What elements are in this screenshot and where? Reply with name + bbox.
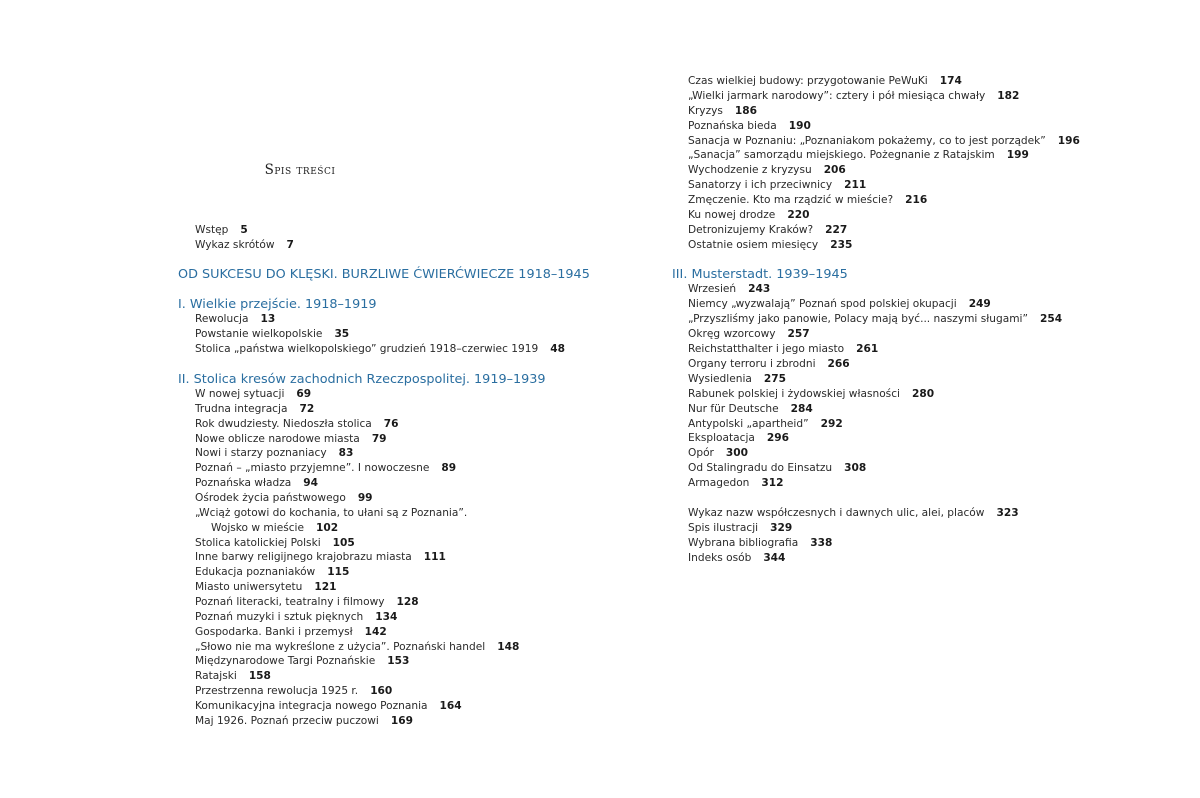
toc-entry: Rewolucja 13: [195, 313, 276, 325]
toc-entry: „Sanacja” samorządu miejskiego. Pożegnanie z Ratajskim 199: [688, 149, 1029, 161]
toc-entry: Rabunek polskiej i żydowskiej własności 280: [688, 388, 935, 400]
toc-entry: Okręg wzorcowy 257: [688, 328, 810, 340]
right-page: [600, 0, 1200, 798]
toc-entry: Wrzesień 243: [688, 283, 771, 295]
toc-entry: Wybrana bibliografia 338: [688, 537, 833, 549]
toc-entry: Czas wielkiej budowy: przygotowanie PeWuKi 174: [688, 75, 962, 87]
toc-entry: Zmęczenie. Kto ma rządzić w mieście? 216: [688, 194, 928, 206]
toc-entry: Miasto uniwersytetu 121: [195, 581, 337, 593]
toc-entry: Sanacja w Poznaniu: „Poznaniakom pokażemy, co to jest porządek” 196: [688, 135, 1080, 147]
toc-entry: Wykaz skrótów 7: [195, 239, 294, 251]
toc-entry: Poznań literacki, teatralny i filmowy 128: [195, 596, 419, 608]
toc-entry: Armagedon 312: [688, 477, 784, 489]
toc-entry: Gospodarka. Banki i przemysł 142: [195, 626, 387, 638]
toc-entry: Sanatorzy i ich przeciwnicy 211: [688, 179, 867, 191]
toc-entry: Międzynarodowe Targi Poznańskie 153: [195, 655, 410, 667]
toc-entry: Kryzys 186: [688, 105, 758, 117]
toc-entry: Stolica „państwa wielkopolskiego” grudzień 1918–czerwiec 1919 48: [195, 343, 565, 355]
toc-entry: Ośrodek życia państwowego 99: [195, 492, 373, 504]
toc-entry: Trudna integracja 72: [195, 403, 315, 415]
section-heading: I. Wielkie przejście. 1918–1919: [178, 297, 377, 312]
toc-entry: Wstęp 5: [195, 224, 248, 236]
toc-entry: Wychodzenie z kryzysu 206: [688, 164, 846, 176]
section-heading: III. Musterstadt. 1939–1945: [672, 267, 848, 282]
toc-entry: Organy terroru i zbrodni 266: [688, 358, 850, 370]
toc-entry: Ratajski 158: [195, 670, 271, 682]
toc-entry: „Słowo nie ma wykreślone z użycia”. Poznański handel 148: [195, 641, 520, 653]
toc-entry: Stolica katolickiej Polski 105: [195, 537, 355, 549]
toc-entry: Wysiedlenia 275: [688, 373, 786, 385]
toc-entry: Antypolski „apartheid” 292: [688, 418, 843, 430]
part-heading: OD SUKCESU DO KLĘSKI. BURZLIWE ĆWIERĆWIECZE 1918–1945: [178, 267, 590, 282]
toc-entry: Nowi i starzy poznaniacy 83: [195, 447, 354, 459]
toc-entry: Poznańska władza 94: [195, 477, 318, 489]
toc-entry: Komunikacyjna integracja nowego Poznania 164: [195, 700, 462, 712]
toc-entry: Przestrzenna rewolucja 1925 r. 160: [195, 685, 393, 697]
toc-entry: Poznańska bieda 190: [688, 120, 811, 132]
toc-entry: Nur für Deutsche 284: [688, 403, 813, 415]
toc-entry: Opór 300: [688, 447, 749, 459]
toc-entry: Indeks osób 344: [688, 552, 786, 564]
toc-entry: W nowej sytuacji 69: [195, 388, 312, 400]
toc-entry: „Wielki jarmark narodowy”: cztery i pół miesiąca chwały 182: [688, 90, 1020, 102]
toc-entry: Reichstatthalter i jego miasto 261: [688, 343, 879, 355]
toc-entry: Nowe oblicze narodowe miasta 79: [195, 433, 387, 445]
toc-entry: Ostatnie osiem miesięcy 235: [688, 239, 853, 251]
toc-entry: Detronizujemy Kraków? 227: [688, 224, 848, 236]
toc-entry: Spis ilustracji 329: [688, 522, 793, 534]
toc-entry: Od Stalingradu do Einsatzu 308: [688, 462, 867, 474]
toc-entry: Poznań – „miasto przyjemne”. I nowoczesne 89: [195, 462, 457, 474]
toc-entry: Ku nowej drodze 220: [688, 209, 810, 221]
toc-entry: Rok dwudziesty. Niedoszła stolica 76: [195, 418, 399, 430]
toc-entry: Niemcy „wyzwalają” Poznań spod polskiej okupacji 249: [688, 298, 991, 310]
toc-entry: Edukacja poznaniaków 115: [195, 566, 350, 578]
toc-entry: Wykaz nazw współczesnych i dawnych ulic, alei, placów 323: [688, 507, 1019, 519]
toc-entry: „Wciąż gotowi do kochania, to ułani są z Poznania”. Wojsko w mieście 102: [195, 507, 468, 534]
toc-entry: Inne barwy religijnego krajobrazu miasta 111: [195, 551, 446, 563]
toc-entry: Maj 1926. Poznań przeciw puczowi 169: [195, 715, 413, 727]
page-title: Spis treści: [264, 162, 336, 178]
toc-entry: „Przyszliśmy jako panowie, Polacy mają być... naszymi sługami” 254: [688, 313, 1063, 325]
section-heading: II. Stolica kresów zachodnich Rzeczpospolitej. 1919–1939: [178, 372, 546, 387]
toc-entry: Poznań muzyki i sztuk pięknych 134: [195, 611, 398, 623]
toc-entry: Eksploatacja 296: [688, 432, 790, 444]
toc-entry: Powstanie wielkopolskie 35: [195, 328, 350, 340]
